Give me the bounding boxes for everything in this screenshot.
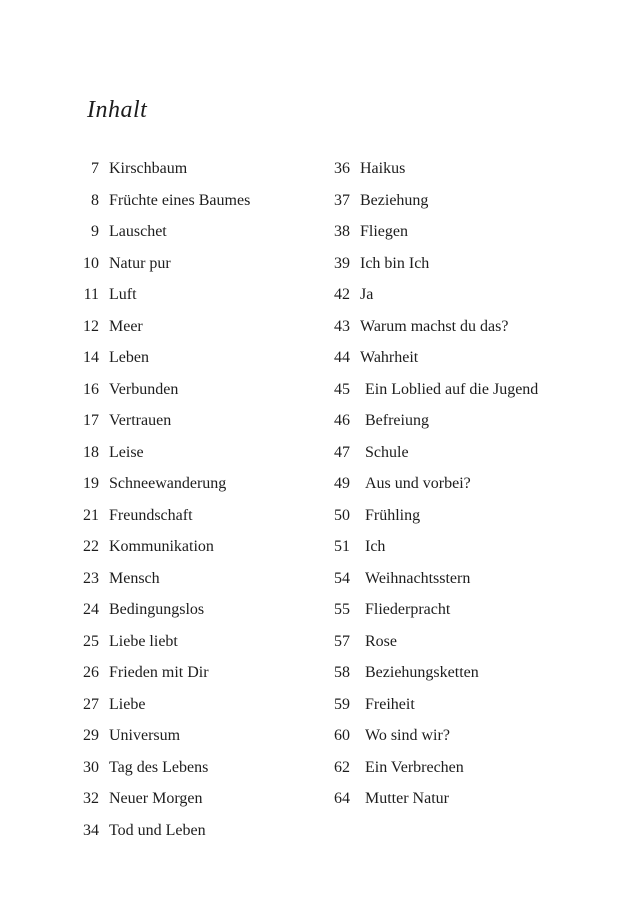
toc-page-number: 16 (83, 380, 99, 398)
toc-page-number: 18 (83, 443, 99, 461)
toc-page-number: 8 (91, 191, 99, 209)
toc-page-number: 30 (83, 758, 99, 776)
toc-entry-title: Vertrauen (109, 412, 172, 429)
toc-page-number: 26 (83, 664, 99, 681)
toc-entry-title: Fliederpracht (365, 601, 451, 618)
toc-entry (318, 248, 538, 280)
toc-column-right (318, 153, 538, 815)
toc-page-number: 59 (334, 695, 350, 713)
toc-entry (318, 594, 538, 626)
toc-page-number: 36 (334, 160, 350, 177)
toc-entry (73, 531, 250, 563)
toc-page-number: 19 (83, 475, 99, 492)
page-title: Inhalt (87, 97, 148, 123)
toc-entry-title: Liebe liebt (109, 632, 178, 650)
toc-entry (73, 500, 250, 532)
toc-entry-title: Lauschet (109, 223, 167, 240)
toc-page-number: 51 (334, 538, 350, 555)
toc-entry-title: Frieden mit Dir (109, 664, 209, 681)
toc-page-number: 17 (83, 412, 99, 429)
toc-page-number: 22 (83, 538, 99, 555)
toc-entry (318, 405, 538, 437)
toc-entry (73, 657, 250, 689)
toc-entry-title: Freundschaft (109, 506, 193, 524)
toc-entry-title: Warum machst du das? (360, 317, 509, 335)
toc-entry (73, 153, 250, 185)
toc-entry-title: Universum (109, 727, 181, 744)
toc-page-number: 7 (91, 160, 99, 177)
toc-page-number: 50 (334, 506, 350, 524)
toc-entry-title: Meer (109, 317, 143, 335)
toc-entry-title: Tod und Leben (109, 821, 206, 839)
toc-page-number: 49 (334, 475, 350, 492)
toc-entry-title: Mensch (109, 569, 160, 587)
toc-entry-title: Neuer Morgen (109, 790, 203, 807)
toc-entry-title: Weihnachtsstern (365, 569, 471, 587)
toc-entry (318, 374, 538, 406)
toc-page-number: 34 (83, 821, 99, 839)
toc-page-number: 54 (334, 569, 350, 587)
toc-entry (73, 342, 250, 374)
toc-page-number: 64 (334, 790, 350, 807)
toc-page-number: 14 (83, 349, 99, 366)
toc-entry-title: Früchte eines Baumes (109, 191, 251, 209)
toc-entry-title: Ja (360, 286, 374, 303)
toc-page-number: 39 (334, 254, 350, 272)
toc-entry (318, 311, 538, 343)
toc-entry (318, 720, 538, 752)
toc-entry-title: Leise (109, 443, 144, 461)
toc-entry-title: Wo sind wir? (365, 727, 450, 744)
toc-entry-title: Ein Verbrechen (365, 758, 464, 776)
toc-entry (73, 405, 250, 437)
toc-entry-title: Befreiung (365, 412, 429, 429)
toc-entry (318, 689, 538, 721)
toc-entry (73, 185, 250, 217)
toc-entry (73, 783, 250, 815)
toc-page-number: 11 (83, 286, 99, 303)
toc-entry (318, 153, 538, 185)
toc-entry (73, 752, 250, 784)
toc-page-number: 10 (83, 254, 99, 272)
toc-entry-title: Mutter Natur (365, 790, 449, 807)
toc-entry (318, 626, 538, 658)
toc-entry (318, 783, 538, 815)
toc-entry-title: Schule (365, 443, 409, 461)
toc-entry-title: Verbunden (109, 380, 179, 398)
toc-page-number: 58 (334, 664, 350, 681)
toc-page-number: 27 (83, 695, 99, 713)
toc-entry (318, 468, 538, 500)
toc-entry-title: Beziehung (360, 191, 429, 209)
toc-entry-title: Ich bin Ich (360, 254, 430, 272)
toc-entry (73, 279, 250, 311)
toc-entry (318, 563, 538, 595)
toc-entry (73, 689, 250, 721)
toc-entry-title: Fliegen (360, 223, 408, 240)
toc-entry-title: Rose (365, 632, 397, 650)
toc-entry (318, 500, 538, 532)
toc-page-number: 12 (83, 317, 99, 335)
toc-entry-title: Bedingungslos (109, 601, 205, 618)
toc-page-number: 45 (334, 380, 350, 398)
toc-entry (73, 311, 250, 343)
toc-entry (73, 720, 250, 752)
toc-entry (318, 531, 538, 563)
toc-page-number: 62 (334, 758, 350, 776)
toc-page-number: 55 (334, 601, 350, 618)
toc-entry-title: Ein Loblied auf die Jugend (365, 380, 539, 398)
toc-entry (73, 468, 250, 500)
toc-entry (73, 626, 250, 658)
toc-page-number: 47 (334, 443, 350, 461)
toc-page-number: 21 (83, 506, 99, 524)
toc-column-left (73, 153, 250, 846)
toc-entry-title: Haikus (360, 160, 406, 177)
toc-entry-title: Leben (109, 349, 149, 366)
toc-page-number: 57 (334, 632, 350, 650)
toc-entry-title: Liebe (109, 695, 146, 713)
toc-page-number: 38 (334, 223, 350, 240)
toc-entry (73, 563, 250, 595)
toc-entry (318, 752, 538, 784)
toc-page-number: 24 (83, 601, 99, 618)
toc-entry (318, 657, 538, 689)
toc-entry-title: Frühling (365, 506, 421, 524)
toc-entry (73, 815, 250, 847)
toc-entry-title: Beziehungsketten (365, 664, 479, 681)
toc-page-number: 60 (334, 727, 350, 744)
toc-page-number: 37 (334, 191, 350, 209)
toc-page-number: 25 (83, 632, 99, 650)
toc-entry-title: Freiheit (365, 695, 415, 713)
toc-page-number: 42 (334, 286, 350, 303)
toc-entry (73, 216, 250, 248)
toc-page-number: 32 (83, 790, 99, 807)
toc-entry-title: Luft (109, 286, 137, 303)
toc-page-number: 46 (334, 412, 350, 429)
toc-entry-title: Schneewanderung (109, 475, 227, 492)
toc-entry (318, 279, 538, 311)
toc-entry (318, 437, 538, 469)
toc-entry-title: Aus und vorbei? (365, 475, 471, 492)
toc-entry-title: Tag des Lebens (109, 758, 209, 776)
toc-entry (73, 248, 250, 280)
toc-entry (73, 374, 250, 406)
toc-entry-title: Natur pur (109, 254, 171, 272)
toc-entry (318, 342, 538, 374)
toc-entry-title: Ich (365, 538, 386, 555)
toc-entry-title: Wahrheit (360, 349, 419, 366)
toc-page-number: 29 (83, 727, 99, 744)
toc-page-number: 9 (91, 223, 99, 240)
toc-page-number: 43 (334, 317, 350, 335)
toc-entry (73, 437, 250, 469)
toc-entry-title: Kommunikation (109, 538, 214, 555)
toc-entry (73, 594, 250, 626)
toc-entry (318, 185, 538, 217)
toc-entry (318, 216, 538, 248)
toc-page-number: 23 (83, 569, 99, 587)
toc-entry-title: Kirschbaum (109, 160, 188, 177)
toc-page-number: 44 (334, 349, 350, 366)
